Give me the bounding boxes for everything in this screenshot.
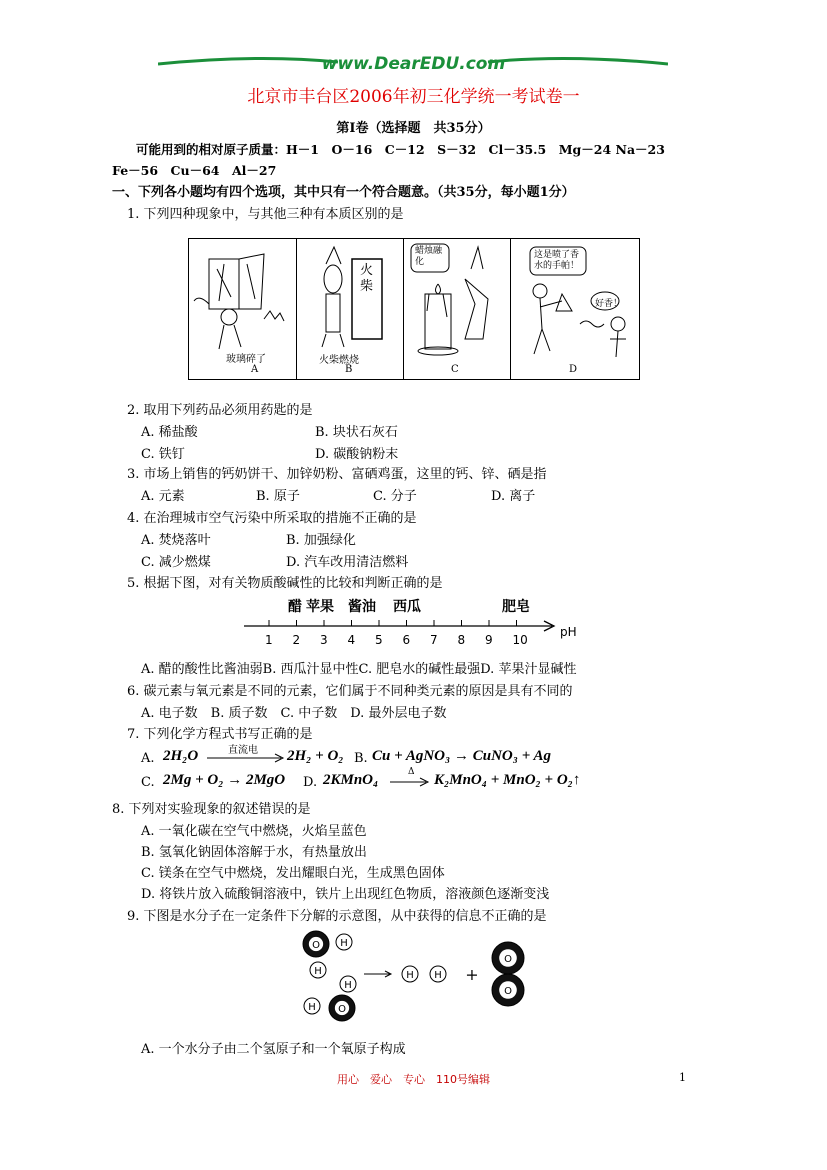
part-heading: 第Ⅰ卷（选择题 共35分） bbox=[336, 121, 491, 136]
ph-tick-label: 4 bbox=[347, 633, 356, 647]
q3-option-b[interactable]: B. 原子 bbox=[256, 489, 300, 504]
q7-a-condition: 直流电 bbox=[228, 745, 258, 756]
q1-picture-strip bbox=[188, 238, 640, 380]
q9-option-a[interactable]: A. 一个水分子由二个氢原子和一个氧原子构成 bbox=[141, 1042, 406, 1057]
section-heading: 一、下列各小题均有四个选项，其中只有一个符合题意。（共35分，每小题1分） bbox=[112, 185, 575, 200]
q1-c-bubble: 蜡烛融化 bbox=[415, 246, 443, 267]
q8-option-b[interactable]: B. 氢氧化钠固体溶解于水，有热量放出 bbox=[141, 845, 367, 860]
oxygen-label: O bbox=[312, 940, 320, 951]
q7-d-right: K₂MnO₄ + MnO₂ + O₂↑ bbox=[434, 772, 581, 788]
q1-picture-a bbox=[189, 239, 297, 379]
q1-picture-c bbox=[403, 239, 511, 379]
q1-picture-d bbox=[510, 239, 638, 379]
q1-d-bubble: 这是喷了香水的手帕！ bbox=[534, 250, 580, 271]
ph-tick-label: 1 bbox=[265, 633, 273, 647]
q8-stem: 8. 下列对实验现象的叙述错误的是 bbox=[112, 802, 311, 817]
q8-option-c[interactable]: C. 镁条在空气中燃烧，发出耀眼白光，生成黑色固体 bbox=[141, 866, 445, 881]
q4-stem: 4. 在治理城市空气污染中所采取的措施不正确的是 bbox=[127, 511, 417, 526]
hydrogen-label: H bbox=[344, 980, 352, 991]
hydrogen-label: H bbox=[308, 1002, 316, 1013]
q1-c-letter: C bbox=[451, 364, 459, 375]
q1-picture-b bbox=[296, 239, 404, 379]
q1-d-letter: D bbox=[569, 364, 578, 375]
q4-option-a[interactable]: A. 焚烧落叶 bbox=[141, 533, 211, 548]
q5-options[interactable]: A. 醋的酸性比酱油弱B. 西瓜汁显中性C. 肥皂水的碱性最强D. 苹果汁显碱性 bbox=[141, 662, 577, 677]
q2-option-c[interactable]: C. 铁钉 bbox=[141, 447, 185, 462]
ph-tick-label: 9 bbox=[485, 633, 493, 647]
q3-stem: 3. 市场上销售的钙奶饼干、加锌奶粉、富硒鸡蛋，这里的钙、锌、硒是指 bbox=[127, 467, 547, 482]
atomic-masses-line2: Fe－56 Cu－64 Al－27 bbox=[112, 163, 277, 178]
q8-option-d[interactable]: D. 将铁片放入硫酸铜溶液中，铁片上出现红色物质，溶液颜色逐渐变浅 bbox=[141, 887, 550, 902]
footer-note: 用心 爱心 专心 110号编辑 bbox=[337, 1073, 490, 1086]
plus-sign: + bbox=[465, 965, 479, 984]
q1-d-bubble2: 好香！ bbox=[595, 299, 623, 309]
hydrogen-label: H bbox=[340, 938, 348, 949]
ph-tick-label: 3 bbox=[320, 633, 328, 647]
site-banner[interactable]: www.DearEDU.com bbox=[321, 54, 506, 74]
ph-label-soysauce: 酱油 bbox=[348, 599, 376, 615]
q1-a-letter: A bbox=[251, 364, 259, 375]
q7-c-equation: 2Mg + O₂ → 2MgO bbox=[163, 772, 286, 788]
ph-label-watermelon: 西瓜 bbox=[393, 599, 421, 615]
q3-option-c[interactable]: C. 分子 bbox=[373, 489, 417, 504]
q2-stem: 2. 取用下列药品必须用药匙的是 bbox=[127, 403, 313, 418]
q7-a-left: 2H₂O bbox=[163, 748, 199, 764]
q7-d-left: 2KMnO₄ bbox=[323, 772, 379, 788]
q2-option-b[interactable]: B. 块状石灰石 bbox=[315, 425, 398, 440]
q3-option-d[interactable]: D. 离子 bbox=[491, 489, 536, 504]
page-number: 1 bbox=[679, 1071, 686, 1084]
ph-tick-label: 6 bbox=[402, 633, 411, 647]
q6-options[interactable]: A. 电子数 B. 质子数 C. 中子数 D. 最外层电子数 bbox=[141, 706, 447, 721]
oxygen-label: O bbox=[338, 1004, 346, 1015]
ph-label-vinegar: 醋 bbox=[288, 599, 302, 615]
ph-label-soap: 肥皂 bbox=[502, 599, 530, 615]
ph-tick-label: 10 bbox=[512, 633, 528, 647]
oxygen-label: O bbox=[504, 954, 512, 965]
q2-option-a[interactable]: A. 稀盐酸 bbox=[141, 425, 198, 440]
q6-stem: 6. 碳元素与氧元素是不同的元素，它们属于不同种类元素的原因是具有不同的 bbox=[127, 684, 573, 699]
q1-b-box-text: 火柴 bbox=[360, 263, 374, 294]
hydrogen-label: H bbox=[314, 966, 322, 977]
q1-b-letter: B bbox=[345, 364, 353, 375]
q9-stem: 9. 下图是水分子在一定条件下分解的示意图，从中获得的信息不正确的是 bbox=[127, 909, 547, 924]
reaction-arrow bbox=[364, 971, 391, 977]
q4-option-c[interactable]: C. 减少燃煤 bbox=[141, 555, 211, 570]
ph-tick-label: 7 bbox=[430, 633, 438, 647]
q4-option-b[interactable]: B. 加强绿化 bbox=[286, 533, 356, 548]
ph-tick-label: 2 bbox=[292, 633, 301, 647]
q7-b-equation: Cu + AgNO₃ → CuNO₃ + Ag bbox=[372, 748, 551, 764]
q7-stem: 7. 下列化学方程式书写正确的是 bbox=[127, 727, 313, 742]
q7-a-right: 2H₂ + O₂ bbox=[287, 748, 344, 764]
q1-b-caption: 火柴燃烧 bbox=[319, 355, 359, 366]
ph-axis-line bbox=[242, 618, 562, 632]
q1-stem: 1. 下列四种现象中，与其他三种有本质区别的是 bbox=[127, 207, 404, 222]
atomic-masses-line1: 可能用到的相对原子质量：H－1 O－16 C－12 S－32 Cl－35.5 Mg－24 Na－23 bbox=[136, 142, 665, 157]
hydrogen-label: H bbox=[434, 970, 442, 981]
q7-c-label[interactable]: C. bbox=[141, 775, 155, 790]
q7-b-label[interactable]: B. bbox=[354, 751, 368, 766]
q7-a-arrow bbox=[207, 752, 287, 764]
q1-a-caption: 玻璃碎了 bbox=[226, 354, 266, 365]
hydrogen-label: H bbox=[406, 970, 414, 981]
ph-scale bbox=[242, 596, 582, 646]
ph-tick-label: 8 bbox=[457, 633, 466, 647]
q4-option-d[interactable]: D. 汽车改用清洁燃料 bbox=[286, 555, 409, 570]
q2-option-d[interactable]: D. 碳酸钠粉末 bbox=[315, 447, 399, 462]
q8-option-a[interactable]: A. 一氧化碳在空气中燃烧，火焰呈蓝色 bbox=[141, 824, 367, 839]
exam-title: 北京市丰台区2006年初三化学统一考试卷一 bbox=[247, 87, 580, 107]
ph-axis-label: pH bbox=[560, 625, 577, 639]
q7-d-label[interactable]: D. bbox=[303, 775, 318, 790]
q7-d-condition: Δ bbox=[408, 767, 415, 777]
water-decomposition-diagram bbox=[292, 928, 542, 1032]
ph-tick-label: 5 bbox=[375, 633, 383, 647]
q5-stem: 5. 根据下图，对有关物质酸碱性的比较和判断正确的是 bbox=[127, 576, 443, 591]
ph-label-apple: 苹果 bbox=[306, 599, 334, 615]
q3-option-a[interactable]: A. 元素 bbox=[141, 489, 185, 504]
q7-a-label[interactable]: A. bbox=[141, 751, 155, 766]
q7-d-arrow bbox=[390, 776, 432, 788]
oxygen-label: O bbox=[504, 986, 512, 997]
